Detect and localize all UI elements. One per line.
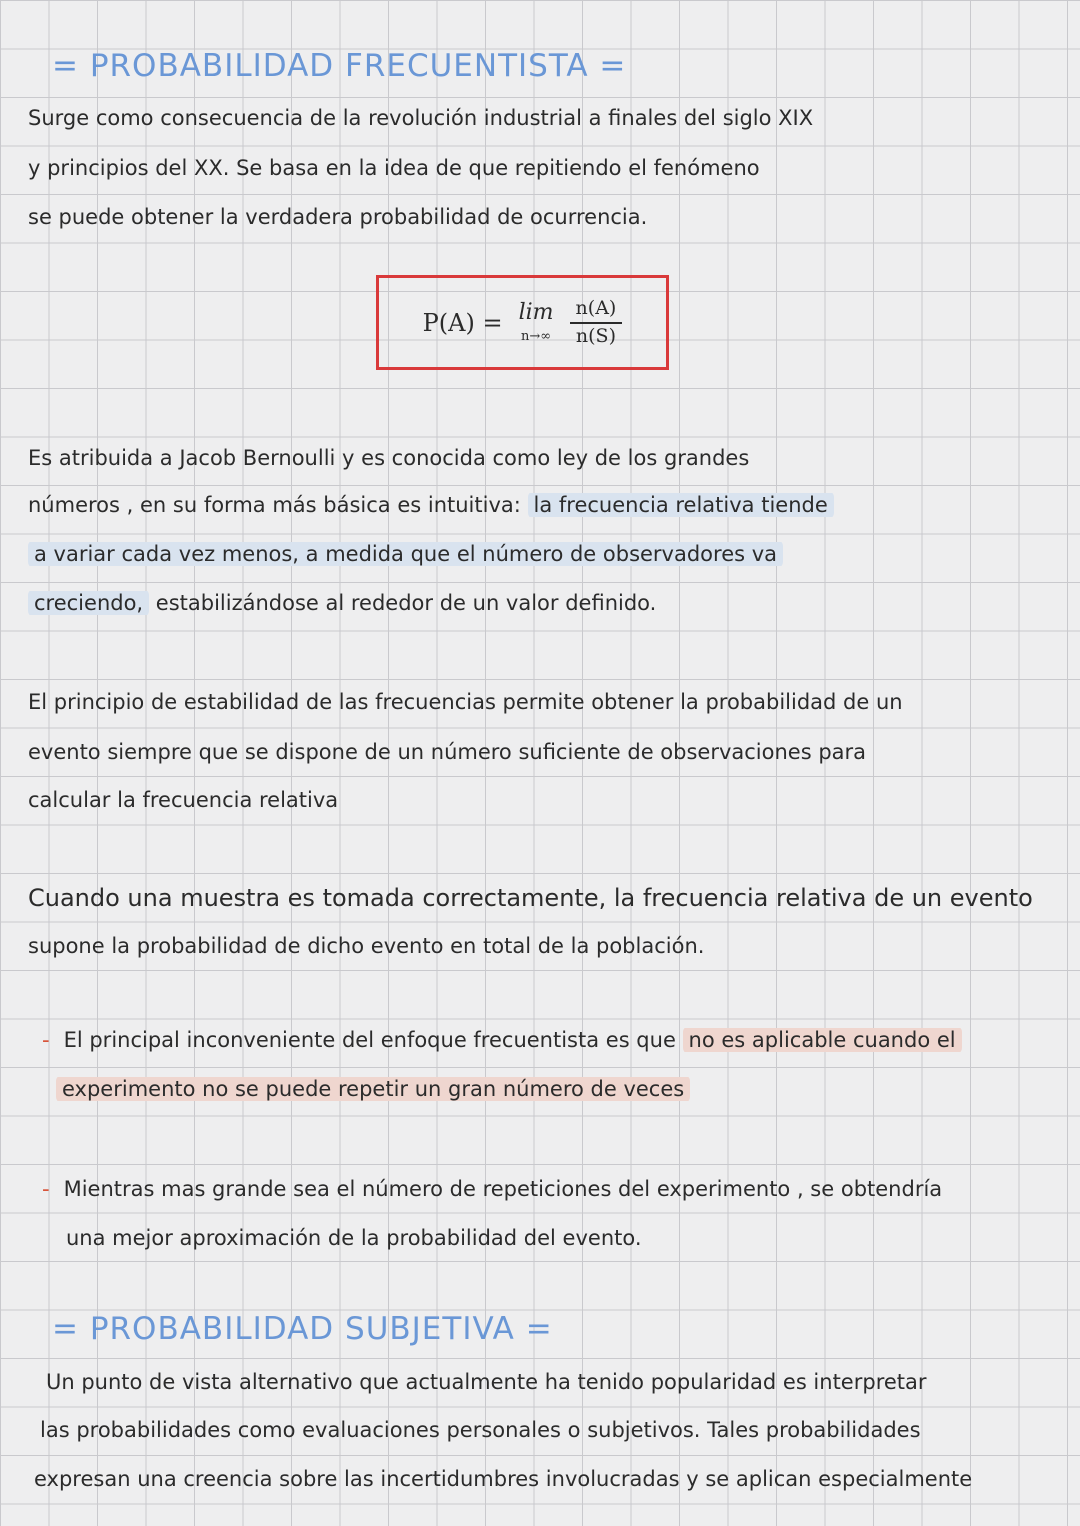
bullet-marker: - [42, 1177, 50, 1201]
formula-lim-word: lim [518, 300, 554, 325]
highlight-frecuencia-relativa: la frecuencia relativa tiende [528, 493, 834, 517]
bernoulli-line-3 [28, 542, 1038, 566]
subjetiva-line-2: las probabilidades como evaluaciones personales o subjetivos. Tales probabilidades [40, 1418, 921, 1442]
formula-limit [519, 302, 554, 343]
bullet-2-text: Mientras mas grande sea el número de repeticiones del experimento , se obtendría [63, 1177, 943, 1201]
sample-line-2: supone la probabilidad de dicho evento en total de la población. [28, 934, 705, 958]
subjetiva-line-1: Un punto de vista alternativo que actualmente ha tenido popularidad es interpretar [46, 1370, 927, 1394]
bernoulli-line-2-text: números , en su forma más básica es intuitiva: [28, 493, 528, 517]
highlight-creciendo: creciendo, [28, 591, 149, 615]
bernoulli-line-4-text: estabilizándose al rededor de un valor definido. [149, 591, 657, 615]
formula-numerator: n(A) [570, 298, 623, 324]
highlight-experimento: experimento no se puede repetir un gran número de veces [56, 1077, 690, 1101]
formula-lhs: P(A) = [422, 308, 503, 337]
bullet-1-line-2 [56, 1077, 1038, 1101]
intro-line-3: se puede obtener la verdadera probabilidad de ocurrencia. [28, 205, 648, 229]
bullet-1-text: El principal inconveniente del enfoque frecuentista es que [63, 1028, 683, 1052]
highlight-variar: a variar cada vez menos, a medida que el número de observadores va [28, 542, 783, 566]
bullet-2-line-1 [42, 1177, 1038, 1201]
bullet-2-line-2: una mejor aproximación de la probabilidad del evento. [66, 1226, 642, 1250]
stability-line-3: calcular la frecuencia relativa [28, 788, 339, 812]
stability-line-2: evento siempre que se dispone de un número suficiente de observaciones para [28, 740, 867, 764]
bullet-1-line-1 [42, 1028, 1038, 1052]
heading-subjetiva: = PROBABILIDAD SUBJETIVA = [52, 1311, 553, 1347]
highlight-no-aplicable: no es aplicable cuando el [683, 1028, 962, 1052]
formula-lim-sub: n→∞ [521, 329, 552, 344]
bernoulli-line-4 [28, 591, 1038, 615]
intro-line-1: Surge como consecuencia de la revolución industrial a finales del siglo XIX [28, 106, 814, 130]
bernoulli-line-2 [28, 493, 1038, 517]
formula-denominator: n(S) [575, 324, 616, 347]
subjetiva-line-3: expresan una creencia sobre las incertidumbres involucradas y se aplican especialmente [34, 1467, 973, 1491]
heading-frecuentista: = PROBABILIDAD FRECUENTISTA = [52, 48, 627, 84]
bullet-marker: - [42, 1028, 50, 1052]
formula-box [376, 275, 669, 370]
formula-fraction [570, 298, 623, 348]
sample-line-1: Cuando una muestra es tomada correctamente, la frecuencia relativa de un evento [28, 884, 1033, 912]
intro-line-2: y principios del XX. Se basa en la idea de que repitiendo el fenómeno [28, 156, 760, 180]
stability-line-1: El principio de estabilidad de las frecuencias permite obtener la probabilidad de un [28, 690, 903, 714]
bernoulli-line-1: Es atribuida a Jacob Bernoulli y es conocida como ley de los grandes [28, 446, 750, 470]
